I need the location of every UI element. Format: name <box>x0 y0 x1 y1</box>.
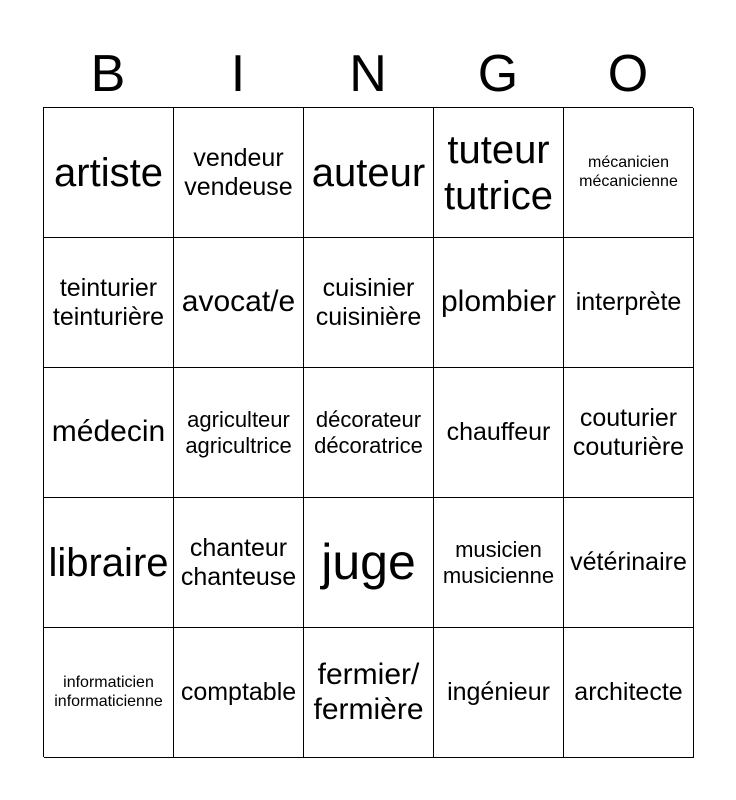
bingo-cell <box>434 108 564 238</box>
cell-line: décorateur <box>315 407 422 433</box>
cell-line: informaticienne <box>54 692 163 710</box>
cell-line: informaticien <box>63 674 154 692</box>
bingo-cell <box>434 498 564 628</box>
cell-line: teinturier <box>59 273 158 302</box>
header-letter-i: I <box>230 45 246 103</box>
cell-line: chauffeur <box>446 418 551 447</box>
cell-line: fermière <box>313 692 424 726</box>
bingo-cell <box>564 238 694 368</box>
header-letter-o: O <box>607 45 649 103</box>
cell-line: libraire <box>48 540 169 585</box>
bingo-cell <box>304 238 434 368</box>
cell-line: chanteur <box>189 533 288 562</box>
bingo-cell <box>44 628 174 758</box>
cell-line: tuteur <box>447 127 550 172</box>
cell-line: médecin <box>51 415 166 449</box>
cell-line: ingénieur <box>447 678 550 707</box>
cell-line: plombier <box>440 285 557 319</box>
cell-line: couturière <box>572 432 685 461</box>
bingo-cell <box>564 628 694 758</box>
bingo-cell <box>174 368 304 498</box>
bingo-cell <box>304 368 434 498</box>
cell-line: vendeuse <box>184 172 293 201</box>
bingo-cell <box>434 238 564 368</box>
cell-line: vétérinaire <box>570 548 687 577</box>
cell-line: juge <box>321 533 416 590</box>
cell-line: avocat/e <box>181 285 296 319</box>
bingo-cell <box>44 108 174 238</box>
cell-line: agricultrice <box>185 432 292 458</box>
cell-line: teinturière <box>52 302 165 331</box>
bingo-cell <box>174 628 304 758</box>
cell-line: artiste <box>54 150 163 195</box>
cell-line: chanteuse <box>180 562 297 591</box>
bingo-cell <box>44 498 174 628</box>
cell-line: auteur <box>311 150 426 195</box>
header-letter-b: B <box>90 45 126 103</box>
bingo-cell <box>44 368 174 498</box>
bingo-cell <box>564 108 694 238</box>
bingo-cell <box>174 498 304 628</box>
bingo-cell <box>304 108 434 238</box>
bingo-cell <box>174 238 304 368</box>
bingo-cell <box>174 108 304 238</box>
cell-line: comptable <box>180 678 297 707</box>
cell-line: mécanicien <box>588 154 669 172</box>
cell-line: tutrice <box>444 173 553 218</box>
cell-line: vendeur <box>193 143 284 172</box>
bingo-header <box>43 40 693 108</box>
cell-line: interprète <box>575 288 682 317</box>
bingo-board <box>43 107 693 757</box>
cell-line: couturier <box>579 403 678 432</box>
cell-line: musicienne <box>442 562 555 588</box>
bingo-cell <box>44 238 174 368</box>
cell-line: fermier/ <box>317 658 420 691</box>
cell-line: musicien <box>455 537 542 563</box>
cell-line: mécanicienne <box>579 172 678 190</box>
header-letter-g: G <box>477 45 519 103</box>
bingo-cell <box>564 368 694 498</box>
bingo-cell <box>434 628 564 758</box>
cell-line: décoratrice <box>314 432 423 458</box>
cell-line: cuisinière <box>315 302 422 331</box>
cell-line: architecte <box>574 678 683 707</box>
cell-line: cuisinier <box>322 273 415 302</box>
bingo-cell <box>304 628 434 758</box>
header-letter-n: N <box>349 45 387 103</box>
bingo-cell <box>434 368 564 498</box>
bingo-cell <box>304 498 434 628</box>
cell-line: agriculteur <box>187 407 290 433</box>
bingo-cell <box>564 498 694 628</box>
